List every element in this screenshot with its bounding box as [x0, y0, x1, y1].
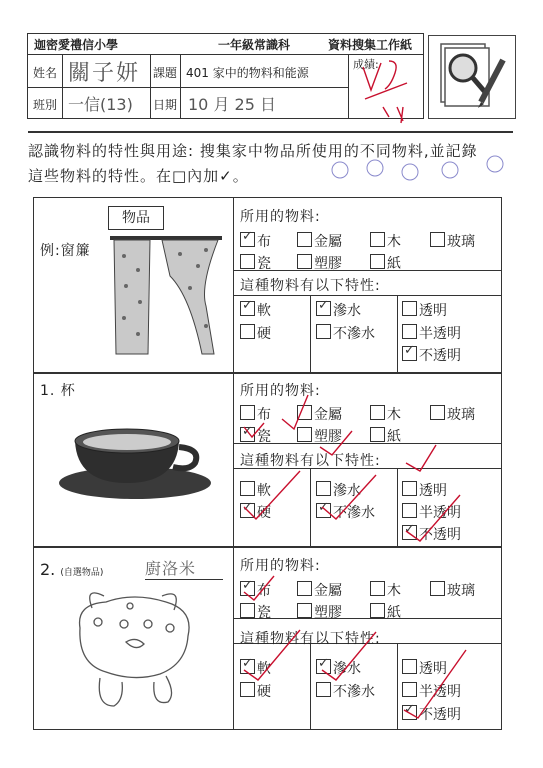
teacher-ticks-row-2 [240, 570, 500, 720]
divider [28, 131, 513, 133]
school-name: 迦密愛禮信小學 [34, 38, 119, 52]
property-hard[interactable]: ✓ 硬 [242, 500, 271, 521]
materials-label: 所用的物料: [240, 209, 321, 225]
property-opaque[interactable]: ✓ 不透明 [404, 702, 461, 723]
checkbox[interactable]: ✓ [240, 581, 255, 596]
checkbox[interactable] [316, 324, 331, 339]
material-wood[interactable]: 木 [370, 404, 401, 424]
material-glass[interactable]: 玻璃 [430, 404, 475, 424]
properties-label: 這種物料有以下特性: [240, 278, 381, 294]
material-plastic[interactable]: 塑膠 [297, 253, 342, 273]
magnifier-pencil-icon [428, 35, 516, 119]
row-example-label: 例:窗簾 [40, 243, 91, 259]
property-transparent[interactable]: 透明 [402, 480, 447, 500]
material-plastic[interactable]: 塑膠 [297, 426, 342, 446]
name-label: 姓名 [33, 66, 58, 80]
class-label: 班別 [33, 98, 58, 112]
property-waterproof[interactable]: 不滲水 [316, 681, 375, 701]
material-wood[interactable]: 木 [370, 580, 401, 600]
instruction-line-1: 認識物料的特性與用途: 搜集家中物品所使用的不同物料,並記錄 [28, 142, 478, 160]
row-2-number: 2. [40, 560, 56, 579]
material-porcelain[interactable]: 瓷 [240, 602, 271, 622]
materials-label: 所用的物料: [240, 558, 321, 574]
properties-label: 這種物料有以下特性: [240, 631, 381, 647]
checkbox[interactable]: ✓ [240, 427, 255, 442]
property-waterproof[interactable]: ✓ 不滲水 [318, 500, 375, 521]
item-header: 物品 [108, 206, 164, 230]
material-porcelain[interactable]: 瓷 [240, 253, 271, 273]
custom-item-field[interactable]: 廚洛米 [145, 556, 223, 580]
material-cloth[interactable]: 布 [240, 404, 271, 424]
checkbox[interactable]: ✓ [402, 525, 417, 540]
checkbox[interactable]: ✓ [402, 705, 417, 720]
topic-label: 課題 [153, 66, 178, 80]
material-cloth[interactable]: ✓ 布 [242, 229, 271, 250]
background-doodles [320, 140, 520, 200]
material-paper[interactable]: 紙 [370, 253, 401, 273]
property-absorbent[interactable]: ✓ 滲水 [318, 298, 361, 319]
material-porcelain[interactable]: ✓ 瓷 [242, 424, 271, 445]
date-label: 日期 [153, 98, 178, 112]
checkbox[interactable]: ✓ [316, 503, 331, 518]
subject-name: 一年級常識科 [218, 38, 291, 52]
grade-label: 成績: [353, 58, 379, 71]
row-2-label [40, 560, 103, 579]
bear-drawing [70, 582, 200, 712]
grade-mark [355, 55, 425, 130]
checkbox[interactable] [240, 324, 255, 339]
checkbox[interactable] [240, 254, 255, 269]
checkbox[interactable] [430, 232, 445, 247]
material-glass[interactable]: 玻璃 [430, 231, 475, 251]
material-paper[interactable]: 紙 [370, 602, 401, 622]
checkbox[interactable]: ✓ [316, 301, 331, 316]
material-wood[interactable]: 木 [370, 231, 401, 251]
custom-item-note: (自選物品) [60, 568, 104, 578]
property-opaque[interactable]: ✓ 不透明 [404, 522, 461, 543]
property-soft[interactable]: ✓ 軟 [242, 656, 271, 677]
checkbox[interactable]: ✓ [402, 346, 417, 361]
checkbox[interactable]: ✓ [240, 659, 255, 674]
checkbox[interactable] [402, 301, 417, 316]
checkbox[interactable]: ✓ [240, 301, 255, 316]
material-metal[interactable]: 金屬 [297, 580, 342, 600]
topic-value: 401 家中的物料和能源 [186, 66, 309, 80]
properties-label: 這種物料有以下特性: [240, 453, 381, 469]
material-metal[interactable]: 金屬 [297, 231, 342, 251]
property-transparent[interactable]: 透明 [402, 658, 447, 678]
checkbox[interactable]: ✓ [240, 503, 255, 518]
checkbox[interactable] [370, 232, 385, 247]
property-translucent[interactable]: 半透明 [402, 323, 461, 343]
curtain-image [110, 236, 222, 358]
material-metal[interactable]: 金屬 [297, 404, 342, 424]
worksheet-title: 資料搜集工作紙 [328, 38, 413, 52]
property-opaque[interactable]: ✓ 不透明 [404, 343, 461, 364]
checkbox[interactable] [370, 254, 385, 269]
teacher-ticks-row-1 [240, 385, 500, 545]
property-hard[interactable]: 硬 [240, 681, 271, 701]
materials-label: 所用的物料: [240, 383, 321, 399]
property-transparent[interactable]: 透明 [402, 300, 447, 320]
property-translucent[interactable]: 半透明 [402, 681, 461, 701]
material-glass[interactable]: 玻璃 [430, 580, 475, 600]
property-absorbent[interactable]: ✓ 滲水 [318, 656, 361, 677]
material-cloth[interactable]: ✓ 布 [242, 578, 271, 599]
date-value: 10 月 25 日 [188, 95, 276, 114]
property-translucent[interactable]: 半透明 [402, 502, 461, 522]
property-waterproof[interactable]: 不滲水 [316, 323, 375, 343]
instruction-line-2: 這些物料的特性。在□內加✓。 [28, 167, 249, 185]
row-1-label: 1. 杯 [40, 383, 76, 399]
property-absorbent[interactable]: 滲水 [316, 480, 361, 500]
property-soft[interactable]: ✓ 軟 [242, 298, 271, 319]
checkbox[interactable] [297, 254, 312, 269]
name-value: 關子妍 [68, 61, 141, 86]
checkbox[interactable] [297, 232, 312, 247]
material-paper[interactable]: 紙 [370, 426, 401, 446]
property-soft[interactable]: 軟 [240, 480, 271, 500]
cup-image [55, 425, 215, 505]
checkbox[interactable] [402, 324, 417, 339]
header-title-row [28, 34, 423, 55]
material-plastic[interactable]: 塑膠 [297, 602, 342, 622]
class-value: 一信(13) [68, 95, 133, 114]
checkbox[interactable]: ✓ [240, 232, 255, 247]
property-hard[interactable]: 硬 [240, 323, 271, 343]
checkbox[interactable]: ✓ [316, 659, 331, 674]
